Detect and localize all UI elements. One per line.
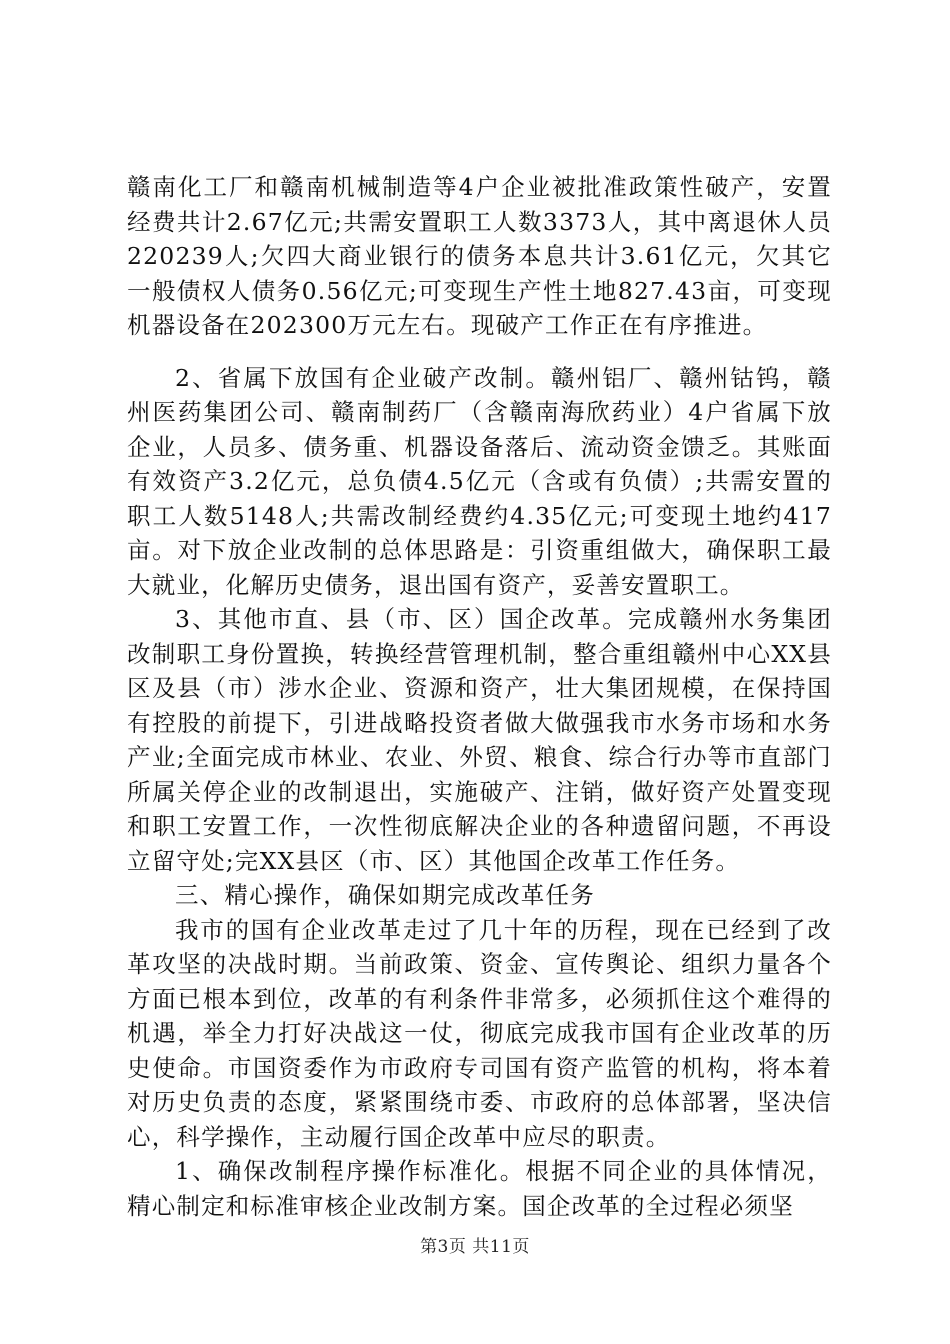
paragraph-bankruptcy-summary: 赣南化工厂和赣南机械制造等4户企业被批准政策性破产，安置经费共计2.67亿元;共需安置职工人数3373人，其中离退休人员220239人;欠四大商业银行的债务本息共计3.61亿元，欠其它一般债权人债务0.56亿元;可变现生产性土地827.43亩，可变现机器设备在202300万元左右。现破产工作正在有序推进。 (127, 173, 832, 339)
section-heading-three: 三、精心操作，确保如期完成改革任务 (175, 881, 595, 909)
paragraph-reform-history: 我市的国有企业改革走过了几十年的历程，现在已经到了改革攻坚的决战时期。当前政策、资金、宣传舆论、组织力量各个方面已根本到位，改革的有利条件非常多，必须抓住这个难得的机遇，举全力打好决战这一仗，彻底完成我市国有企业改革的历史使命。市国资委作为市政府专司国有资产监管的机构，将本着对历史负责的态度，紧紧围绕市委、市政府的总体部署，坚决信心，科学操作，主动履行国企改革中应尽的职责。 (127, 915, 832, 1151)
paragraph-procedure-standardization: 1、确保改制程序操作标准化。根据不同企业的具体情况，精心制定和标准审核企业改制方案。国企改革的全过程必须坚 (127, 1157, 832, 1220)
document-body (127, 170, 832, 1223)
paragraph-provincial-enterprises: 2、省属下放国有企业破产改制。赣州铝厂、赣州钴钨，赣州医药集团公司、赣南制药厂（含赣南海欣药业）4户省属下放企业，人员多、债务重、机器设备落后、流动资金馈乏。其账面有效资产3.2亿元，总负债4.5亿元（含或有负债）;共需安置的职工人数5148人;共需改制经费约4.35亿元;可变现土地约417亩。对下放企业改制的总体思路是：引资重组做大，确保职工最大就业，化解历史债务，退出国有资产，妥善安置职工。 (127, 363, 832, 599)
page-footer: 第3页 共11页 (420, 1237, 530, 1257)
paragraph-other-reforms: 3、其他市直、县（市、区）国企改革。完成赣州水务集团改制职工身份置换，转换经营管理机制，整合重组赣州中心XX县区及县（市）涉水企业、资源和资产，壮大集团规模，在保持国有控股的前提下，引进战略投资者做大做强我市水务市场和水务产业;全面完成市林业、农业、外贸、粮食、综合行办等市直部门所属关停企业的改制退出，实施破产、注销，做好资产处置变现和职工安置工作，一次性彻底解决企业的各种遗留问题，不再设立留守处;完XX县区（市、区）其他国企改革工作任务。 (127, 605, 832, 875)
